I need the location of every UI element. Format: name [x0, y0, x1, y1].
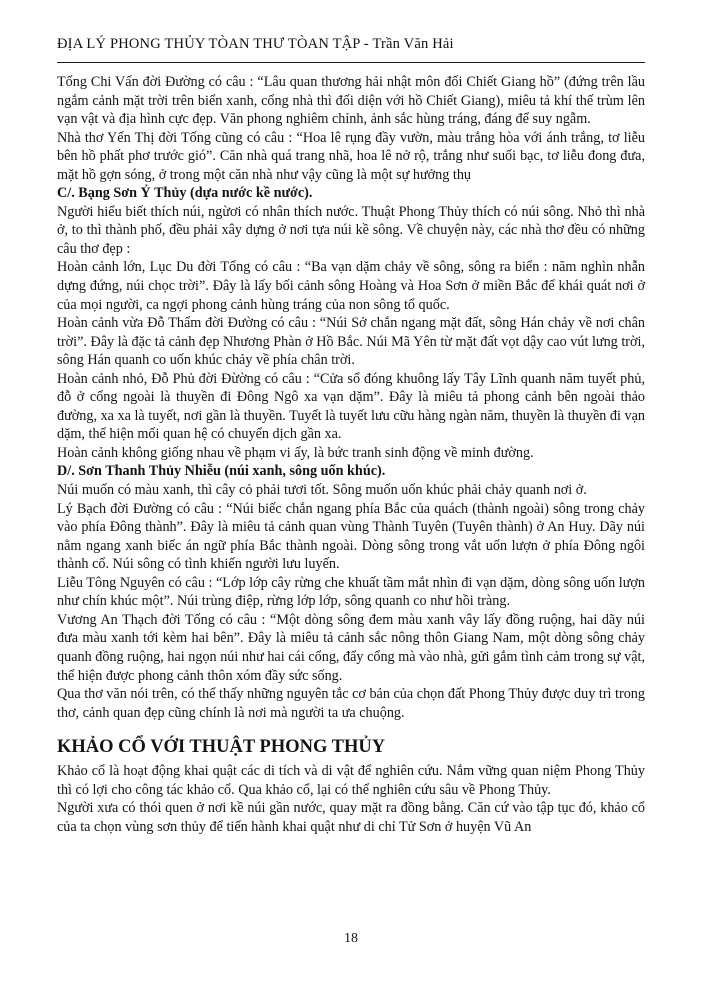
paragraph: Tống Chi Vấn đời Đường có câu : “Lâu quan thương hải nhật môn đối Chiết Giang hồ” (đứng trên lầu ngắm cảnh mặt trời trên biển xanh, cổng nhà thì đối diện với hồ Chiết Giang), miêu tả khí thế trùm lên vạn vật và địa hình cực đẹp. Văn phong nghiêm chỉnh, ảnh sắc hùng tráng, đáng để suy ngẫm. [57, 74, 645, 128]
paragraph: Khảo cổ là hoạt động khai quật các di tích và di vật để nghiên cứu. Nắm vững quan niệm Phong Thủy thì có lợi cho công tác khảo cổ. Qua khảo cổ, lại có thể nghiên cứu sâu về Phong Thủy. [57, 763, 645, 798]
sub-heading: D/. Sơn Thanh Thủy Nhiễu (núi xanh, sông uốn khúc). [57, 463, 386, 480]
section-heading: KHẢO CỔ VỚI THUẬT PHONG THỦY [57, 737, 386, 758]
paragraph: Hoàn cảnh nhỏ, Đỗ Phủ đời Đừờng có câu : “Cửa sổ đóng khuông lấy Tây Lĩnh quanh năm tuyết phủ, đỗ ở cổng ngoài là thuyền đi Đông Ngô xa vạn dặm”. Đây là miêu tả phong cảnh bên ngoài thảo đường, xa xa là tuyết, nơi gần là thuyền. Tuyết là tuyết lưu cữu hàng ngàn năm, thuyền là thuyền đi vạn dặm, thể hiện mối quan hệ có chuyển dịch gần xa. [57, 370, 645, 443]
paragraph: Nhà thơ Yến Thị đời Tống cũng có câu : “Hoa lê rụng đầy vườn, màu trắng hòa với ánh trắng, tơ liễu bên hồ phất phơ trước gió”. Căn nhà quá trang nhã, hoa lê nở rộ, trắng như suối bạc, tơ liễu đong đưa, mặt hồ gợn sóng, ở trong một căn nhà như vậy cũng là một sự hưởng thụ [57, 129, 645, 183]
page-number: 18 [344, 931, 358, 946]
paragraph: Hoàn cảnh lớn, Lục Du đời Tống có câu : “Ba vạn dặm chảy về sông, sông ra biển : năm nghìn nhẫn dựng đứng, núi chọc trời”. Đây là lấy bối cảnh sông Hoàng và Hoa Sơn ở miền Bắc để khái quát nơi ở của mọi người, ca ngợi phong cảnh hùng tráng của non sông tổ quốc. [57, 259, 645, 313]
paragraph: Người xưa có thói quen ở nơi kề núi gần nước, quay mặt ra đồng bằng. Căn cứ vào tập tục đó, khảo cổ của ta chọn vùng sơn thủy để tiến hành khai quật như di chỉ Tử Sơn ở huyện Vũ An [57, 800, 645, 835]
paragraph: Người hiểu biết thích núi, ngừơi có nhân thích nước. Thuật Phong Thủy thích có núi sông. Nhỏ thì nhà ở, to thì thành phố, đều phải xây dựng ở nơi tựa núi kề sông. Về chuyện này, các nhà thơ đều có những câu thơ đẹp : [57, 203, 645, 257]
paragraph: Hoàn cảnh vừa Đỗ Thẩm đời Đường có câu : “Núi Sở chắn ngang mặt đất, sông Hán chảy về nơi chân trời”. Đây là đặc tả cảnh đẹp Nhương Phàn ở Hồ Bắc. Núi Mã Yên từ mặt đất vọt dậy cao vút lưng trời, sông Hán quanh co uốn khúc chảy về phía chân trời. [57, 315, 645, 369]
running-header-title: ĐỊA LÝ PHONG THỦY TÒAN THƯ TÒAN TẬP - Trần Văn Hải [57, 36, 454, 52]
header-divider [57, 62, 645, 63]
sub-heading: C/. Bạng Sơn Ỷ Thủy (dựa nước kề nước). [57, 185, 313, 202]
paragraph: Núi muốn có màu xanh, thì cây cỏ phải tươi tốt. Sông muốn uốn khúc phải chảy quanh nơi ở. [57, 482, 587, 499]
page-body [57, 73, 645, 836]
paragraph: Lý Bạch đời Đường có câu : “Núi biếc chắn ngang phía Bắc của quách (thành ngoài) sông trong chảy vào phía Đông thành”. Đây là miêu tả cảnh quan vùng Thành Tuyên (Tuyên thành) ở An Huy. Dãy núi nằm ngang xanh biếc án ngữ phía Bắc thành ngoài. Dòng sông trong vắt uốn lượn ở phía Đông ngôi thành cổ. Núi sông có tình khiến người lưu luyến. [57, 500, 645, 573]
paragraph: Hoàn cảnh không giống nhau về phạm vi ấy, là bức tranh sinh động về minh đường. [57, 444, 534, 461]
paragraph: Qua thơ văn nói trên, có thể thấy những nguyên tắc cơ bản của chọn đất Phong Thủy được duy trì trong thơ, cảnh quan đẹp cũng chính là nơi mà người ta ưa chuộng. [57, 686, 645, 721]
paragraph: Vương An Thạch đời Tống có câu : “Một dòng sông đem màu xanh vây lấy đồng ruộng, hai dãy núi đưa màu xanh tới kèm hai bên”. Đây là miêu tả cảnh sắc nông thôn Giang Nam, một dòng sông chảy quanh đồng ruộng, hai ngọn núi như hai cái cổng, đẩy cổng mà vào nhà, gửi gắm tình cảm trong sự vật, thể hiện được phong cảnh thôn xóm đầy sức sống. [57, 611, 645, 684]
paragraph: Liễu Tông Nguyên có câu : “Lớp lớp cây rừng che khuất tầm mắt nhìn đi vạn dặm, dòng sông uốn lượn như chín khúc một”. Núi trùng điệp, rừng lớp lớp, sông quanh co như hồi tràng. [57, 574, 645, 610]
